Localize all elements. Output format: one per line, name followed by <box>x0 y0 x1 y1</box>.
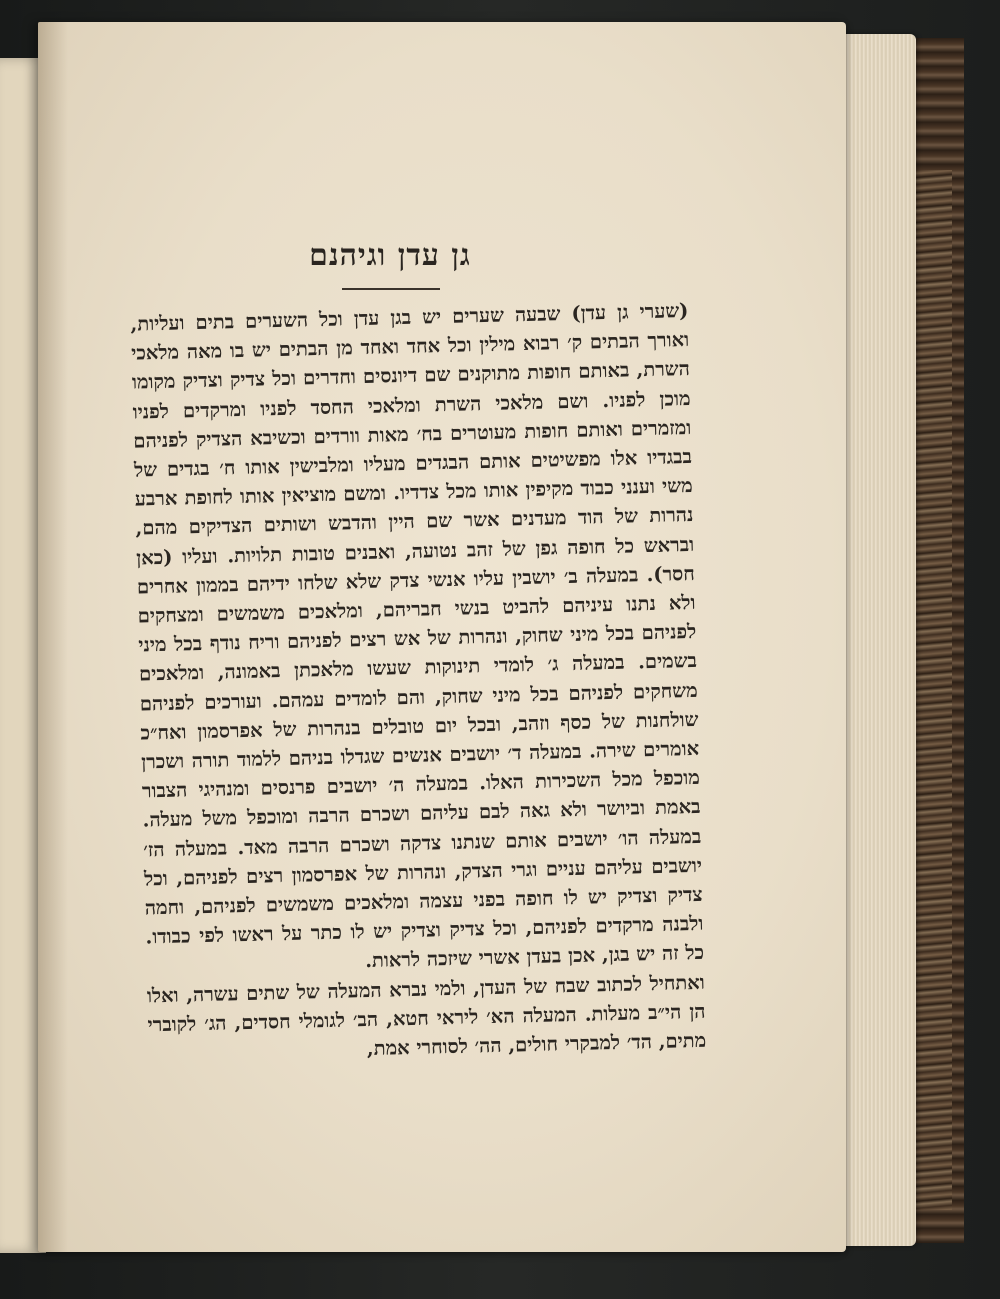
book-cover-texture <box>910 170 952 1210</box>
title-divider <box>342 288 440 290</box>
paragraph: ואתחיל לכתוב שבח של העדן, ולמי נברא המעלה של שתים עשרה, ואלו הן הי״ב מעלות. המעלה הא׳ ליראי חטא, הב׳ לגומלי חסדים, הג׳ לקוברי מתים, הד׳ למבקרי חולים, הה׳ לסוחרי אמת, <box>146 970 707 1061</box>
gutter-shadow <box>38 22 68 1252</box>
page-body <box>130 296 706 1069</box>
page-title: גן עדן וגיהנם <box>309 238 471 273</box>
paragraph: (שערי גן עדן) שבעה שערים יש בגן עדן וכל השערים בתים ועליות, ואורך הבתים ק׳ רבוא מילין וכל אחד ואחד מן הבתים יש בו מאה מלאכי השרת, באותם חופות מתוקנים שם דיונסים וחדרים וכל צדיק וצדיק מקומו מוכן לפניו. ושם מלאכי השרת ומלאכי החסד לפניו ומרקדים לפניו ומזמרים ואותם חופות מעוטרים בח׳ מאות וורדים וכשיבא הצדיק לפניהם בבגדיו אלו מפשיטים אותם הבגדים מעליו ומלבישין אותו ח׳ בגדים של משי וענני כבוד מקיפין אותו מכל צדדיו. ומשם מוציאין אותו לחופת ארבע נהרות של הוד מעדנים אשר שם היין והדבש ושותים הצדיקים מהם, ובראש כל חופה גפן של זהב נטועה, ואבנים טובות תלויות. ועליו (כאן חסר). במעלה ב׳ יושבין עליו אנשי צדק שלא שלחו ידיהם בממון אחרים ולא נתנו עיניהם להביט בנשי חבריהם, ומלאכים משמשים ומצחקים לפניהם בכל מיני שחוק, ונהרות של אש רצים לפניהם וריח נודף בכל מיני בשמים. במעלה ג׳ לומדי תינוקות שעשו מלאכתן באמונה, ומלאכים משחקים לפניהם בכל מיני שחוק, והם לומדים עמהם. ועורכים לפניהם שולחנות של כסף וזהב, ובכל יום טובלים בנהרות של אפרסמון ואח״כ אומרים שירה. במעלה ד׳ יושבים אנשים שגדלו בניהם ללמוד תורה ושכרן מוכפל מכל השכירות האלו. במעלה ה׳ יושבים פרנסים ומנהיגי הצבור באמת וביושר ולא גאה לבם עליהם ושכרם הרבה ומוכפל משל מעלה. במעלה הו׳ יושבים אותם שנתנו צדקה ושכרם הרבה מאד. במעלה הז׳ יושבים עליהם עניים וגרי הצדק, ונהרות של אפרסמון רצים לפניהם, וכל צדיק וצדיק יש לו חופה בפני עצמה ומלאכים משמשים לפניהם, וחמה ולבנה מרקדים לפניהם, וכל צדיק וצדיק יש לו כתר על ראשו לפי כבודו. כל זה יש בגן, אכן בעדן אשרי שיזכה לראות. <box>130 298 705 973</box>
